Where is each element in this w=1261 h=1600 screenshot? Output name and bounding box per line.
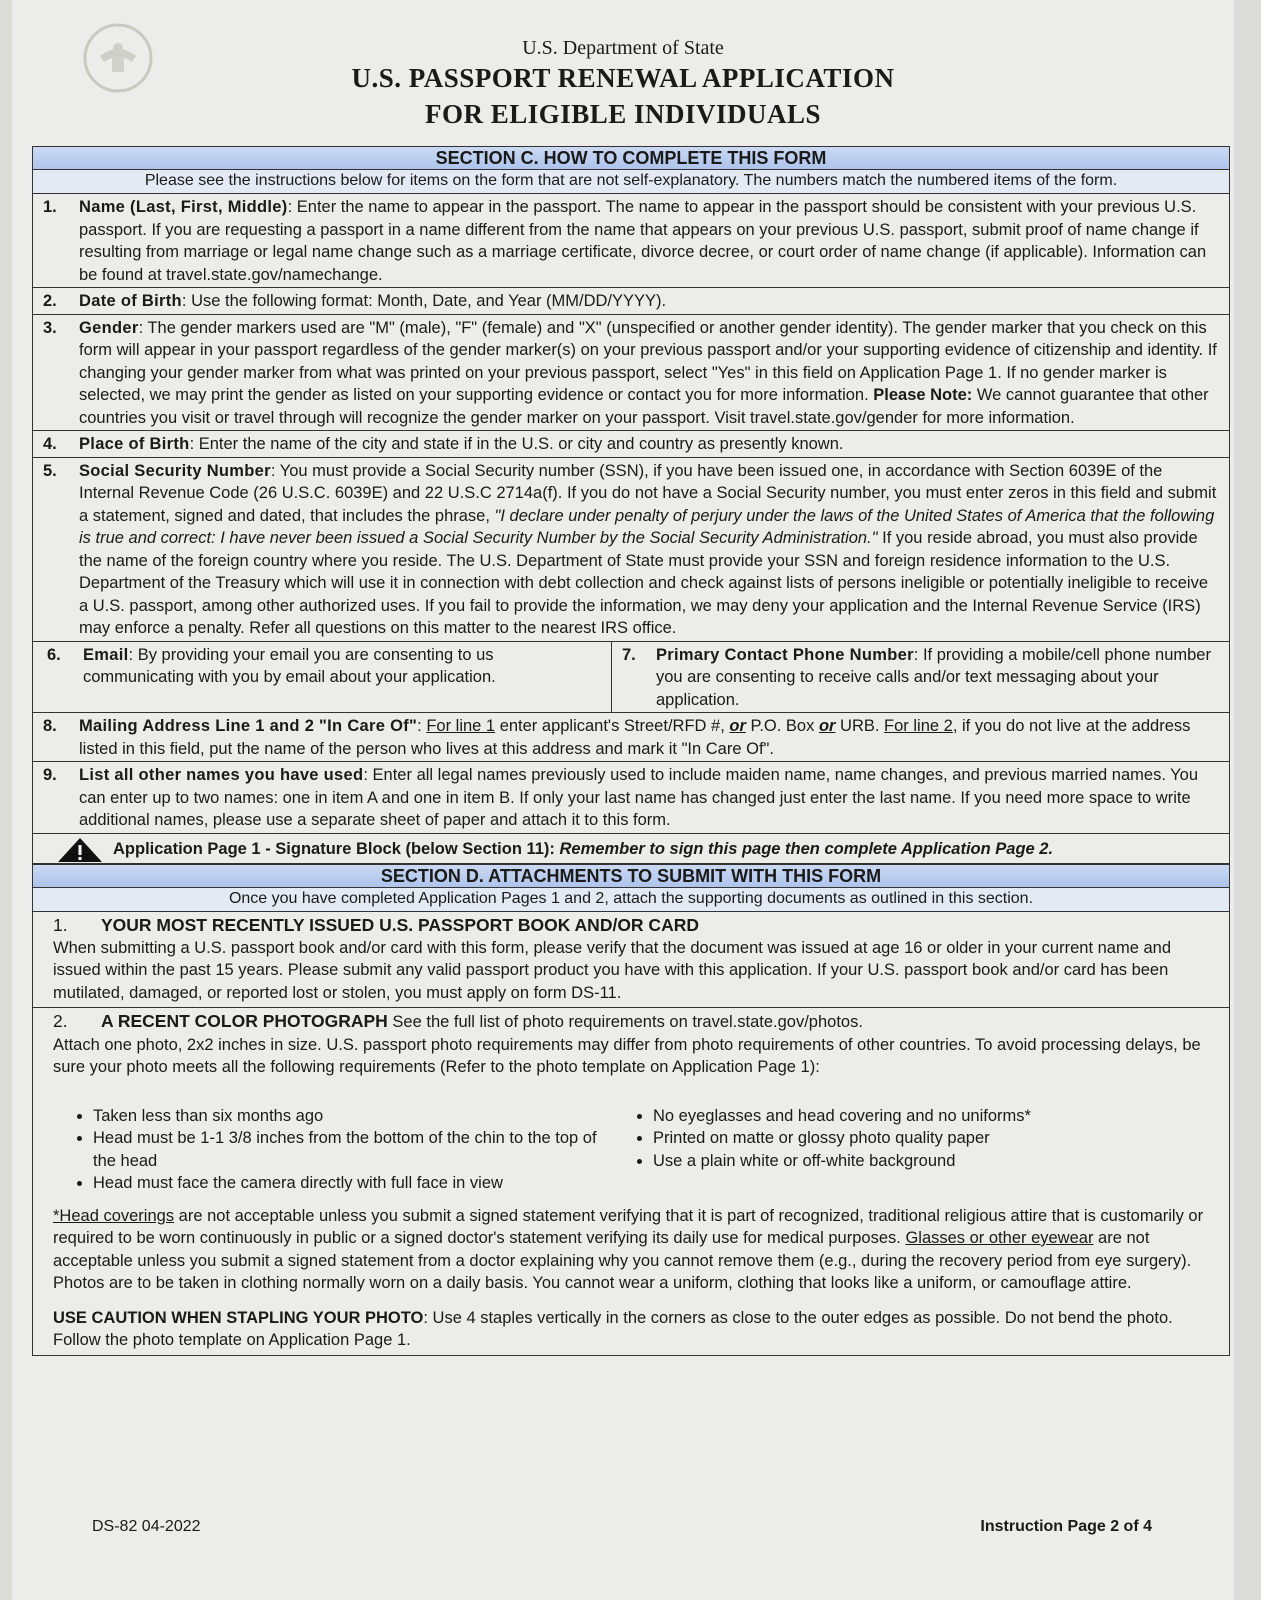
caution-text: : Use 4 staples vertically in the corners as close to the outer edges as possible. Do not bend the photo. Follow the photo template on Application Page 1. (53, 1308, 1173, 1349)
attachment-passport (32, 912, 1230, 1008)
stapling-caution (53, 1307, 1219, 1352)
list-item: • Head must face the camera directly with full face in view (93, 1172, 613, 1195)
form-title-line1: U.S. PASSPORT RENEWAL APPLICATION (351, 63, 895, 93)
item-label: Mailing Address Line 1 and 2 "In Care Of" (79, 717, 418, 735)
attachment-text: When submitting a U.S. passport book and/or card with this form, please verify that the document was issued at age 16 or older in your current name and issued within the past 15 years. Please submit any valid passport product you have with this application. If your U.S. passport book and/or card has been mutilated, damaged, or reported lost or stolen, you must apply on form DS-11. (53, 938, 1171, 1002)
warning-text: Remember to sign this page then complete Application Page 2. (554, 839, 1054, 858)
form-header (12, 36, 1234, 132)
note-underlined: Glasses or other eyewear (905, 1229, 1094, 1247)
item-mailing-address (32, 713, 1230, 762)
item-number: 1. (43, 198, 57, 216)
section-d-subtitle: Once you have completed Application Pages 1 and 2, attach the supporting documents as outlined in this section. (32, 888, 1230, 912)
note-text: are not acceptable unless you submit a signed statement verifying that it is part of recognized, traditional religious attire that is customarily or required to be worn continuously in public or a signed doctor's statement verifying its daily use for medical purposes. (53, 1206, 1204, 1247)
item-label: Name (Last, First, Middle) (79, 198, 288, 216)
item-text-underlined: For line 1 (426, 717, 496, 735)
attachment-heading (53, 914, 1219, 937)
attachment-text: Attach one photo, 2x2 inches in size. U.S. passport photo requirements may differ from photo requirements of other countries. To avoid processing delays, be sure your photo meets all the following requirements (Refer to the photo template on Application Page 1): (53, 1035, 1201, 1076)
item-number: 8. (43, 717, 57, 735)
item-number: 5. (43, 461, 57, 480)
item-label: Date of Birth (79, 292, 182, 310)
item-label: Email (83, 645, 129, 664)
item-text: enter applicant's Street/RFD #, (495, 717, 730, 735)
note-underlined: *Head coverings (53, 1206, 175, 1225)
photo-note (53, 1205, 1219, 1295)
caution-label: USE CAUTION WHEN STAPLING YOUR PHOTO (53, 1308, 424, 1327)
item-number: 2. (43, 292, 57, 310)
item-label: List all other names you have used (79, 766, 364, 784)
item-email (33, 642, 612, 713)
requirements-right (613, 1105, 1173, 1195)
item-text: : By providing your email you are consenting to us communicating with you by email about your application. (83, 645, 496, 686)
item-text: : Enter the name of the city and state if in the U.S. or city and country as presently known. (189, 435, 844, 453)
item-number: 3. (43, 318, 57, 337)
item-gender (32, 315, 1230, 432)
item-label: Primary Contact Phone Number (656, 645, 914, 664)
item-text: : (417, 717, 427, 735)
item-text2: If you reside abroad, you must also provide the name of the foreign country where you reside. The U.S. Department of State must provide your SSN and foreign residence information to the U.S. Department of the Treasury which will use it in connection with debt collection and check against lists of persons ineligible or potentially ineligible to receive a U.S. passport, among other authorized uses. If you fail to provide the information, we may deny your application and the Internal Revenue Service (IRS) may enforce a penalty. Refer all questions on this matter to the nearest IRS office. (79, 529, 1209, 637)
signature-warning (32, 834, 1230, 865)
item-number: 4. (43, 435, 57, 453)
note-text: are not acceptable unless you submit a signed statement from a doctor explaining why you cannot remove them (e.g., during the recovery period from eye surgery). Photos are to be taken in clothing normally worn on a daily basis. You cannot wear a uniform, clothing that looks like a uniform, or camouflage attire. (53, 1229, 1192, 1292)
list-item: • Taken less than six months ago (93, 1105, 613, 1128)
section-c-title: SECTION C. HOW TO COMPLETE THIS FORM (32, 146, 1230, 170)
section-c-subtitle: Please see the instructions below for items on the form that are not self-explanatory. The numbers match the numbered items of the form. (32, 170, 1230, 194)
item-label: Place of Birth (79, 435, 190, 453)
requirements-left (53, 1105, 613, 1195)
item-place-of-birth (32, 431, 1230, 458)
list-item: • Printed on matte or glossy photo quality paper (653, 1127, 1173, 1150)
item-text: URB. (835, 717, 885, 735)
item-label: Gender (79, 318, 139, 337)
attachment-heading-text: A RECENT COLOR PHOTOGRAPH (101, 1011, 388, 1031)
attachment-heading-rest: See the full list of photo requirements on travel.state.gov/photos. (387, 1013, 863, 1031)
item-note-label: Please Note: (873, 386, 973, 404)
item-text: : Use the following format: Month, Date, and Year (MM/DD/YYYY). (181, 292, 667, 310)
attachment-photo (32, 1008, 1230, 1356)
attachment-number: 2. (53, 1011, 68, 1031)
document-page (12, 0, 1234, 1600)
item-text: : You must provide a Social Security number (SSN), if you have been issued one, in accordance with Section 6039E of the Internal Revenue Code (26 U.S.C. 6039E) and 22 U.S.C 2714a(f). If you do not have a Social Security number, you must enter zeros in this field and submit a statement, signed and dated, that includes the phrase, (79, 461, 1217, 525)
item-name (32, 194, 1230, 288)
item-text: : The gender markers used are "M" (male), "F" (female) and "X" (unspecified or another gender identity). The gender marker that you check on this form will appear in your passport regardless of the gender marker(s) on your previous passport and/or your supporting evidence of citizenship and identity. If changing your gender marker from what was printed on your previous passport, select "Yes" in this field on Application Page 1. If no gender marker is selected, we may print the gender as listed on your supporting evidence or contact you for more information. (79, 318, 1217, 404)
item-other-names (32, 762, 1230, 834)
photo-requirements (53, 1105, 1219, 1195)
item-number: 9. (43, 766, 57, 784)
item-text-underlined: or (729, 717, 746, 735)
page-number: Instruction Page 2 of 4 (980, 1518, 1152, 1535)
page-footer (92, 1518, 1152, 1536)
item-text: P.O. Box (745, 717, 819, 735)
item-number: 7. (622, 645, 636, 664)
item-quote: "I declare under penalty of perjury under the laws of the United States of America that the following is true and correct: I have never been issued a Social Security Number by the Social Security Administration." (79, 506, 1215, 547)
item-note-text: We cannot guarantee that other countries you visit or travel through will recognize the gender marker on your passport. Visit travel.state.gov/gender for more information. (79, 386, 1209, 427)
item-phone (612, 642, 1229, 713)
list-item: • Use a plain white or off-white background (653, 1150, 1173, 1173)
item-text: : If providing a mobile/cell phone number you are consenting to receive calls and/or text messaging about your application. (656, 645, 1211, 709)
item-number: 6. (47, 645, 61, 664)
item-date-of-birth (32, 288, 1230, 315)
warning-icon (57, 837, 103, 863)
attachment-heading-text: YOUR MOST RECENTLY ISSUED U.S. PASSPORT BOOK AND/OR CARD (101, 915, 699, 935)
form-title-line2: FOR ELIGIBLE INDIVIDUALS (424, 99, 822, 129)
list-item: • No eyeglasses and head covering and no uniforms* (653, 1105, 1173, 1128)
item-label: Social Security Number (79, 461, 271, 480)
warning-label: Application Page 1 - Signature Block (below Section 11): (113, 839, 555, 858)
attachment-number: 1. (53, 915, 68, 935)
item-ssn (32, 458, 1230, 642)
item-text-underlined: or (818, 717, 836, 735)
items-email-phone-row (32, 642, 1230, 714)
section-d-title: SECTION D. ATTACHMENTS TO SUBMIT WITH THIS FORM (32, 864, 1230, 888)
item-text: : Enter all legal names previously used to include maiden name, name changes, and previous married names. You can enter up to two names: one in item A and one in item B. If only your last name has changed just enter the last name. If you need more space to write additional names, please use a separate sheet of paper and attach it to this form. (79, 766, 1199, 829)
instructions-form (32, 146, 1230, 1356)
list-item: • Head must be 1-1 3/8 inches from the bottom of the chin to the top of the head (93, 1127, 613, 1172)
item-text: : Enter the name to appear in the passport. The name to appear in the passport should be consistent with your previous U.S. passport. If you are requesting a passport in a name different from the name that appears on your previous U.S. passport, submit proof of name change if resulting from marriage or legal name change such as a marriage certificate, divorce decree, or court order of name change (if applicable). Information can be found at travel.state.gov/namechange. (79, 198, 1207, 284)
form-id: DS-82 04-2022 (92, 1518, 201, 1535)
department-name: U.S. Department of State (522, 37, 724, 59)
item-text-underlined: For line 2 (884, 717, 953, 735)
item-text: , if you do not live at the address listed in this field, put the name of the person who lives at this address and mark it "In Care Of". (79, 717, 1191, 758)
